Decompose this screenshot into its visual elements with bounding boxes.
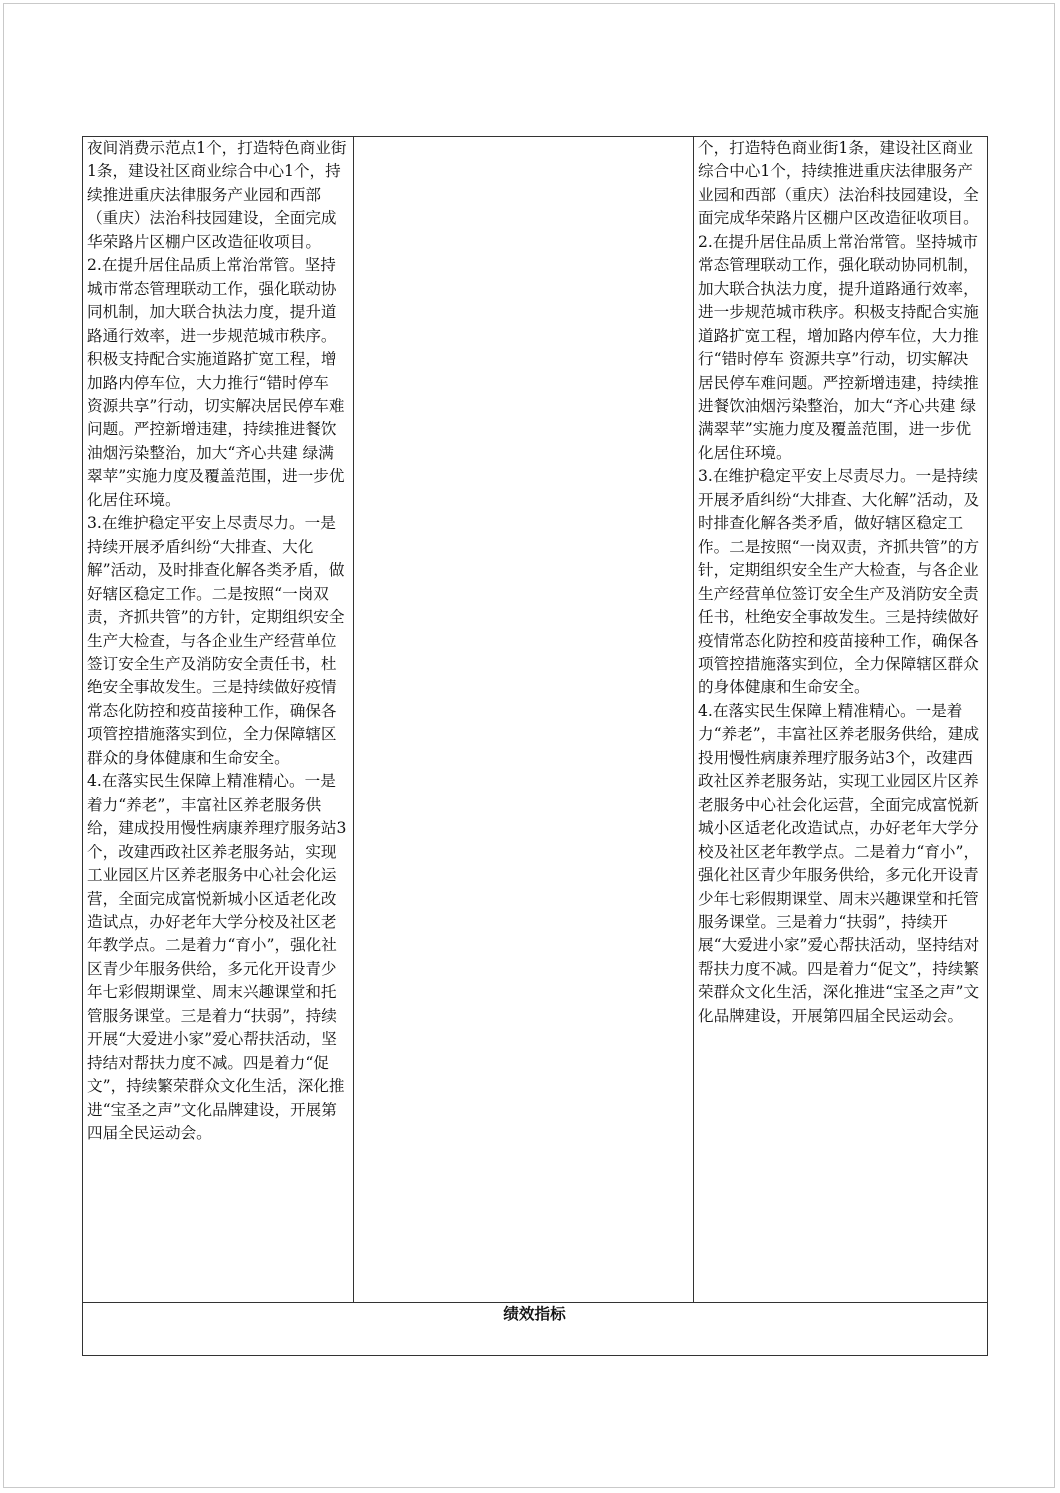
section-row [83,1303,988,1356]
content-row [83,137,988,1303]
right-column-cell [694,137,988,1303]
content-table [82,136,988,1356]
right-paragraph-2: 2.在提升居住品质上常治常管。坚持城市常态管理联动工作，强化联动协同机制，加大联合执法力度，提升道路通行效率，进一步规范城市秩序。积极支持配合实施道路扩宽工程，增加路内停车位，大力推行“错时停车 资源共享”行动，切实解决居民停车难问题。严控新增违建，持续推进餐饮油烟污染整治，加大“齐心共建 绿满翠苹”实施力度及覆盖范围，进一步优化居住环境。 [698,232,979,462]
section-heading: 绩效指标 [83,1303,988,1356]
left-paragraph-4: 4.在落实民生保障上精准精心。一是着力“养老”，丰富社区养老服务供给，建成投用慢性病康养理疗服务站3个，改建西政社区养老服务站，实现工业园区片区养老服务中心社会化运营，全面完成富悦新城小区适老化改造试点，办好老年大学分校及社区老年教学点。二是着力“育小”，强化社区青少年服务供给，多元化开设青少年七彩假期课堂、周末兴趣课堂和托管服务课堂。三是着力“扶弱”，持续开展“大爱进小家”爱心帮扶活动，坚持结对帮扶力度不减。四是着力“促文”，持续繁荣群众文化生活，深化推进“宝圣之声”文化品牌建设，开展第四届全民运动会。 [87,772,347,1143]
left-paragraph-1: 夜间消费示范点1个，打造特色商业街1条，建设社区商业综合中心1个，持续推进重庆法律服务产业园和西部（重庆）法治科技园建设，全面完成华荣路片区棚户区改造征收项目。 [87,139,347,251]
right-paragraph-3: 3.在维护稳定平安上尽责尽力。一是持续开展矛盾纠纷“大排查、大化解”活动，及时排查化解各类矛盾，做好辖区稳定工作。二是按照“一岗双责，齐抓共管”的方针，定期组织安全生产大检查，与各企业生产经营单位签订安全生产及消防安全责任书，杜绝安全事故发生。三是持续做好疫情常态化防控和疫苗接种工作，确保各项管控措施落实到位，全力保障辖区群众的身体健康和生命安全。 [698,467,980,697]
middle-column-cell [354,137,694,1303]
left-paragraph-2: 2.在提升居住品质上常治常管。坚持城市常态管理联动工作，强化联动协同机制，加大联合执法力度，提升道路通行效率，进一步规范城市秩序。积极支持配合实施道路扩宽工程，增加路内停车位，大力推行“错时停车 资源共享”行动，切实解决居民停车难问题。严控新增违建，持续推进餐饮油烟污染整治，加大“齐心共建 绿满翠苹”实施力度及覆盖范围，进一步优化居住环境。 [87,256,345,509]
left-column-cell [83,137,354,1303]
right-paragraph-4: 4.在落实民生保障上精准精心。一是着力“养老”，丰富社区养老服务供给，建成投用慢性病康养理疗服务站3个，改建西政社区养老服务站，实现工业园区片区养老服务中心社会化运营，全面完成富悦新城小区适老化改造试点，办好老年大学分校及社区老年教学点。二是着力“育小”，强化社区青少年服务供给，多元化开设青少年七彩假期课堂、周末兴趣课堂和托管服务课堂。三是着力“扶弱”，持续开展“大爱进小家”爱心帮扶活动，坚持结对帮扶力度不减。四是着力“促文”，持续繁荣群众文化生活，深化推进“宝圣之声”文化品牌建设，开展第四届全民运动会。 [698,701,980,1025]
document-page [3,3,1055,1488]
right-paragraph-1: 个，打造特色商业街1条，建设社区商业综合中心1个，持续推进重庆法律服务产业园和西部（重庆）法治科技园建设，全面完成华荣路片区棚户区改造征收项目。 [698,139,979,228]
left-paragraph-3: 3.在维护稳定平安上尽责尽力。一是持续开展矛盾纠纷“大排查、大化解”活动，及时排查化解各类矛盾，做好辖区稳定工作。二是按照“一岗双责，齐抓共管”的方针，定期组织安全生产大检查，与各企业生产经营单位签订安全生产及消防安全责任书，杜绝安全事故发生。三是持续做好疫情常态化防控和疫苗接种工作，确保各项管控措施落实到位，全力保障辖区群众的身体健康和生命安全。 [87,514,345,767]
